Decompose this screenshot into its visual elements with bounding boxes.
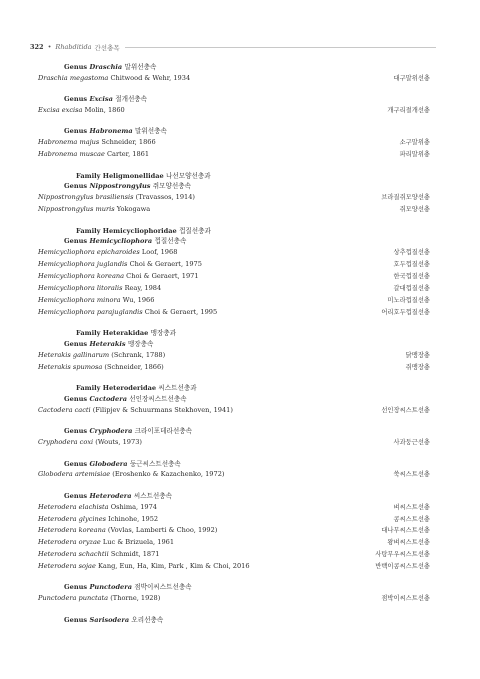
species-entry [38,469,224,480]
species-name: Heterakis gallinarum [38,350,110,359]
genus-heading [38,394,430,405]
species-author: Schneider, 1866 [101,138,156,147]
family-name: Heligmonellidae [102,171,164,180]
species-row [38,259,430,271]
genus-name: Globodera [89,459,128,468]
species-row [38,502,430,514]
species-author: (Travassos, 1914) [135,193,196,202]
species-name: Heterodera sojae [38,562,96,571]
species-author: Carter, 1861 [106,150,150,159]
species-korean-name: 선인장씨스트선충 [381,407,430,414]
species-author: (Wouts, 1973) [95,438,142,447]
genus-name: Hemicycliophora [89,237,153,246]
species-entry [38,593,160,604]
species-author: Molin, 1860 [84,106,125,115]
korean-name: 쥐모양선충속 [152,182,191,191]
korean-name: 껍질선충과 [179,226,211,235]
running-title: Rhabditida [55,43,92,51]
taxon-list [38,62,430,635]
korean-name: 씨스트선충속 [133,491,173,500]
species-author: Ichinohe, 1952 [108,514,159,523]
rank-label: Genus [64,395,88,404]
taxon-group [38,615,430,626]
species-korean-name: 쥐모양선충 [399,206,430,214]
species-author: Loof, 1968 [141,248,178,257]
species-author: Schmidt, 1871 [110,550,160,559]
family-name: Hemicycliophoridae [102,226,177,235]
rank-label: Genus [64,127,88,136]
species-row [38,362,430,374]
species-korean-name: 닭맹장충 [405,351,430,359]
species-korean-name: 대구말위선충 [393,74,430,82]
species-row [38,525,430,537]
genus-heading [38,426,430,437]
rank-label: Genus [64,63,88,71]
species-name: Hemicycliophora litoralis [38,284,123,293]
korean-name: 껍질선충속 [154,237,187,246]
running-title-korean: 간선충목 [94,43,120,52]
species-author: (Filipjev & Schuurmans Stekhoven, 1941) [92,406,233,414]
species-entry [38,283,161,294]
genus-name: Draschia [89,63,123,71]
species-name: Cryphodera coxi [38,438,94,447]
species-author: Oshima, 1974 [110,502,158,511]
rank-label: Genus [64,583,88,592]
species-name: Heterodera elachista [38,502,109,511]
family-heading [38,383,430,394]
species-author: (Thorne, 1928) [110,594,161,603]
species-entry [38,514,158,525]
taxon-group [38,426,430,449]
species-entry [38,149,149,160]
species-row [38,204,430,216]
species-entry [38,525,217,536]
taxon-group [38,459,430,482]
korean-name: 나선모양선충과 [166,171,211,180]
rank-label: Genus [64,237,88,246]
korean-name: 선인장씨스트선충속 [129,395,187,404]
species-entry [38,73,190,84]
genus-heading [38,236,430,247]
genus-heading [38,181,430,192]
species-row [38,295,430,307]
korean-name: 둥근씨스트선충속 [129,459,181,468]
genus-heading [38,459,430,470]
header-rule [125,47,436,48]
family-heading [38,171,430,182]
species-entry [38,271,199,282]
species-row [38,537,430,549]
species-author: (Schneider, 1866) [104,362,164,371]
species-entry [38,192,195,203]
species-entry [38,537,174,548]
species-entry [38,405,233,416]
rank-label: Family [76,226,101,235]
species-name: Excisa excisa [38,106,83,115]
species-name: Hemicycliophora minora [38,295,121,304]
species-entry [38,204,150,215]
korean-name: 맹장충과 [150,329,177,338]
species-korean-name: 왕벼씨스트선충 [387,539,430,547]
species-row [38,271,430,283]
species-author: Choi & Geraert, 1975 [129,260,202,269]
family-name: Heterakidae [102,329,149,338]
species-name: Draschia megastoma [38,73,109,82]
species-korean-name: 어리호두껍질선충 [381,308,430,316]
species-name: Nippostrongylus brasiliensis [38,193,134,202]
rank-label: Genus [64,340,88,349]
family-name: Heteroderidae [102,384,157,393]
genus-heading [38,615,430,626]
species-entry [38,350,165,361]
taxon-group [38,226,430,319]
species-name: Globodera artemisiae [38,470,111,479]
taxon-group [38,383,430,417]
species-row [38,514,430,526]
rank-label: Family [76,329,101,338]
species-name: Cactodera cacti [38,406,91,414]
species-korean-name: 반백이콩씨스트선충 [375,563,430,571]
species-row [38,307,430,319]
species-korean-name: 개구리절개선충 [387,107,430,115]
species-name: Heterakis spumosa [38,362,103,371]
species-entry [38,502,157,513]
taxon-group [38,582,430,605]
rank-label: Genus [64,615,88,624]
species-korean-name: 갈대껍질선충 [393,285,430,293]
korean-name: 말위선충속 [134,127,167,136]
species-entry [38,437,142,448]
rank-label: Genus [64,459,88,468]
species-name: Hemicycliophora koreana [38,272,125,281]
species-row [38,437,430,449]
genus-name: Habronema [89,127,133,136]
genus-heading [38,94,430,105]
rank-label: Genus [64,95,88,104]
genus-name: Nippostrongylus [89,182,151,191]
species-korean-name: 브라질쥐모양선충 [381,194,430,202]
korean-name: 말위선충속 [124,63,157,71]
page-number: 322 [30,43,44,51]
species-korean-name: 파리말위충 [399,151,430,159]
species-author: (Vovlas, Lamberti & Choo, 1992) [107,526,218,535]
species-korean-name: 미노라껍질선충 [387,296,430,304]
rank-label: Genus [64,491,88,500]
taxon-group [38,328,430,374]
species-entry [38,307,217,318]
species-korean-name: 호두껍질선충 [393,261,430,269]
species-korean-name: 쑥씨스트선충 [393,471,430,479]
species-korean-name: 사과둥근선충 [393,439,430,447]
genus-name: Punctodera [89,583,132,592]
species-row [38,149,430,161]
rank-label: Family [76,384,101,393]
species-row [38,405,430,417]
species-row [38,469,430,481]
species-name: Hemicycliophora epicharoides [38,248,140,257]
taxon-group [38,491,430,573]
species-row [38,192,430,204]
species-author: Kang, Eun, Ha, Kim, Park , Kim & Choi, 2016 [97,562,250,571]
species-korean-name: 벼씨스트선충 [393,503,430,511]
species-author: Luc & Brizuela, 1961 [102,538,175,547]
korean-name: 절개선충속 [115,95,148,104]
species-row [38,247,430,259]
species-entry [38,259,202,270]
korean-name: 씨스트선충과 [158,384,197,393]
korean-name: 맹장충속 [127,340,154,349]
species-korean-name: 쥐맹장충 [405,363,430,371]
species-author: Choi & Geraert, 1995 [144,307,218,316]
genus-name: Cryphodera [89,427,133,436]
rank-label: Family [76,171,101,180]
species-entry [38,362,164,373]
species-entry [38,561,250,572]
species-row [38,593,430,605]
species-author: (Eroshenko & Kazachenko, 1972) [112,470,225,479]
species-author: Choi & Geraert, 1971 [126,272,199,281]
genus-heading [38,62,430,73]
taxon-group [38,171,430,217]
species-korean-name: 대나무씨스트선충 [381,527,430,535]
species-author: Wu, 1966 [122,295,155,304]
species-row [38,283,430,295]
genus-name: Heterakis [89,340,126,349]
korean-name: 점박이씨스트선충속 [134,583,192,592]
genus-heading [38,126,430,137]
species-row [38,73,430,85]
family-heading [38,328,430,339]
species-korean-name: 한국껍질선충 [393,273,430,281]
species-korean-name: 상추껍질선충 [393,249,430,257]
species-author: Yokogawa [116,205,151,214]
species-author: Reay, 1984 [124,284,162,293]
species-name: Heterodera glycines [38,514,107,523]
species-entry [38,137,156,148]
genus-name: Excisa [89,95,113,104]
species-name: Heterodera koreana [38,526,106,535]
species-korean-name: 콩씨스트선충 [393,515,430,523]
species-korean-name: 점박이씨스트선충 [381,595,430,603]
species-name: Habronema majus [38,138,100,147]
species-entry [38,295,154,306]
header-separator: • [47,43,52,51]
species-row [38,137,430,149]
species-entry [38,247,177,258]
species-name: Hemicycliophora juglandis [38,260,128,269]
taxon-group [38,126,430,161]
species-name: Heterodera schachtii [38,550,109,559]
page-header [30,41,436,53]
korean-name: 오리선충속 [131,615,164,624]
genus-heading [38,339,430,350]
taxon-group [38,62,430,85]
species-row [38,561,430,573]
rank-label: Genus [64,182,88,191]
species-row [38,105,430,117]
genus-heading [38,582,430,593]
species-author: Chitwood & Wehr, 1934 [110,73,191,82]
species-name: Punctodera punctata [38,594,109,603]
species-author: (Schrank, 1788) [111,350,166,359]
species-row [38,350,430,362]
species-korean-name: 사탕무우씨스트선충 [375,551,430,559]
species-name: Habronema muscae [38,150,105,159]
species-name: Nippostrongylus muris [38,205,115,214]
taxon-group [38,94,430,117]
family-heading [38,226,430,237]
genus-heading [38,491,430,502]
species-korean-name: 소구말위충 [399,139,430,147]
genus-name: Heterodera [89,491,132,500]
genus-name: Cactodera [89,395,127,404]
rank-label: Genus [64,427,88,436]
species-entry [38,105,125,116]
korean-name: 크라이포데라선충속 [134,427,192,436]
species-entry [38,549,159,560]
species-name: Heterodera oryzae [38,538,101,547]
species-row [38,549,430,561]
species-name: Hemicycliophora parajuglandis [38,307,143,316]
genus-name: Sarisodera [89,615,130,624]
